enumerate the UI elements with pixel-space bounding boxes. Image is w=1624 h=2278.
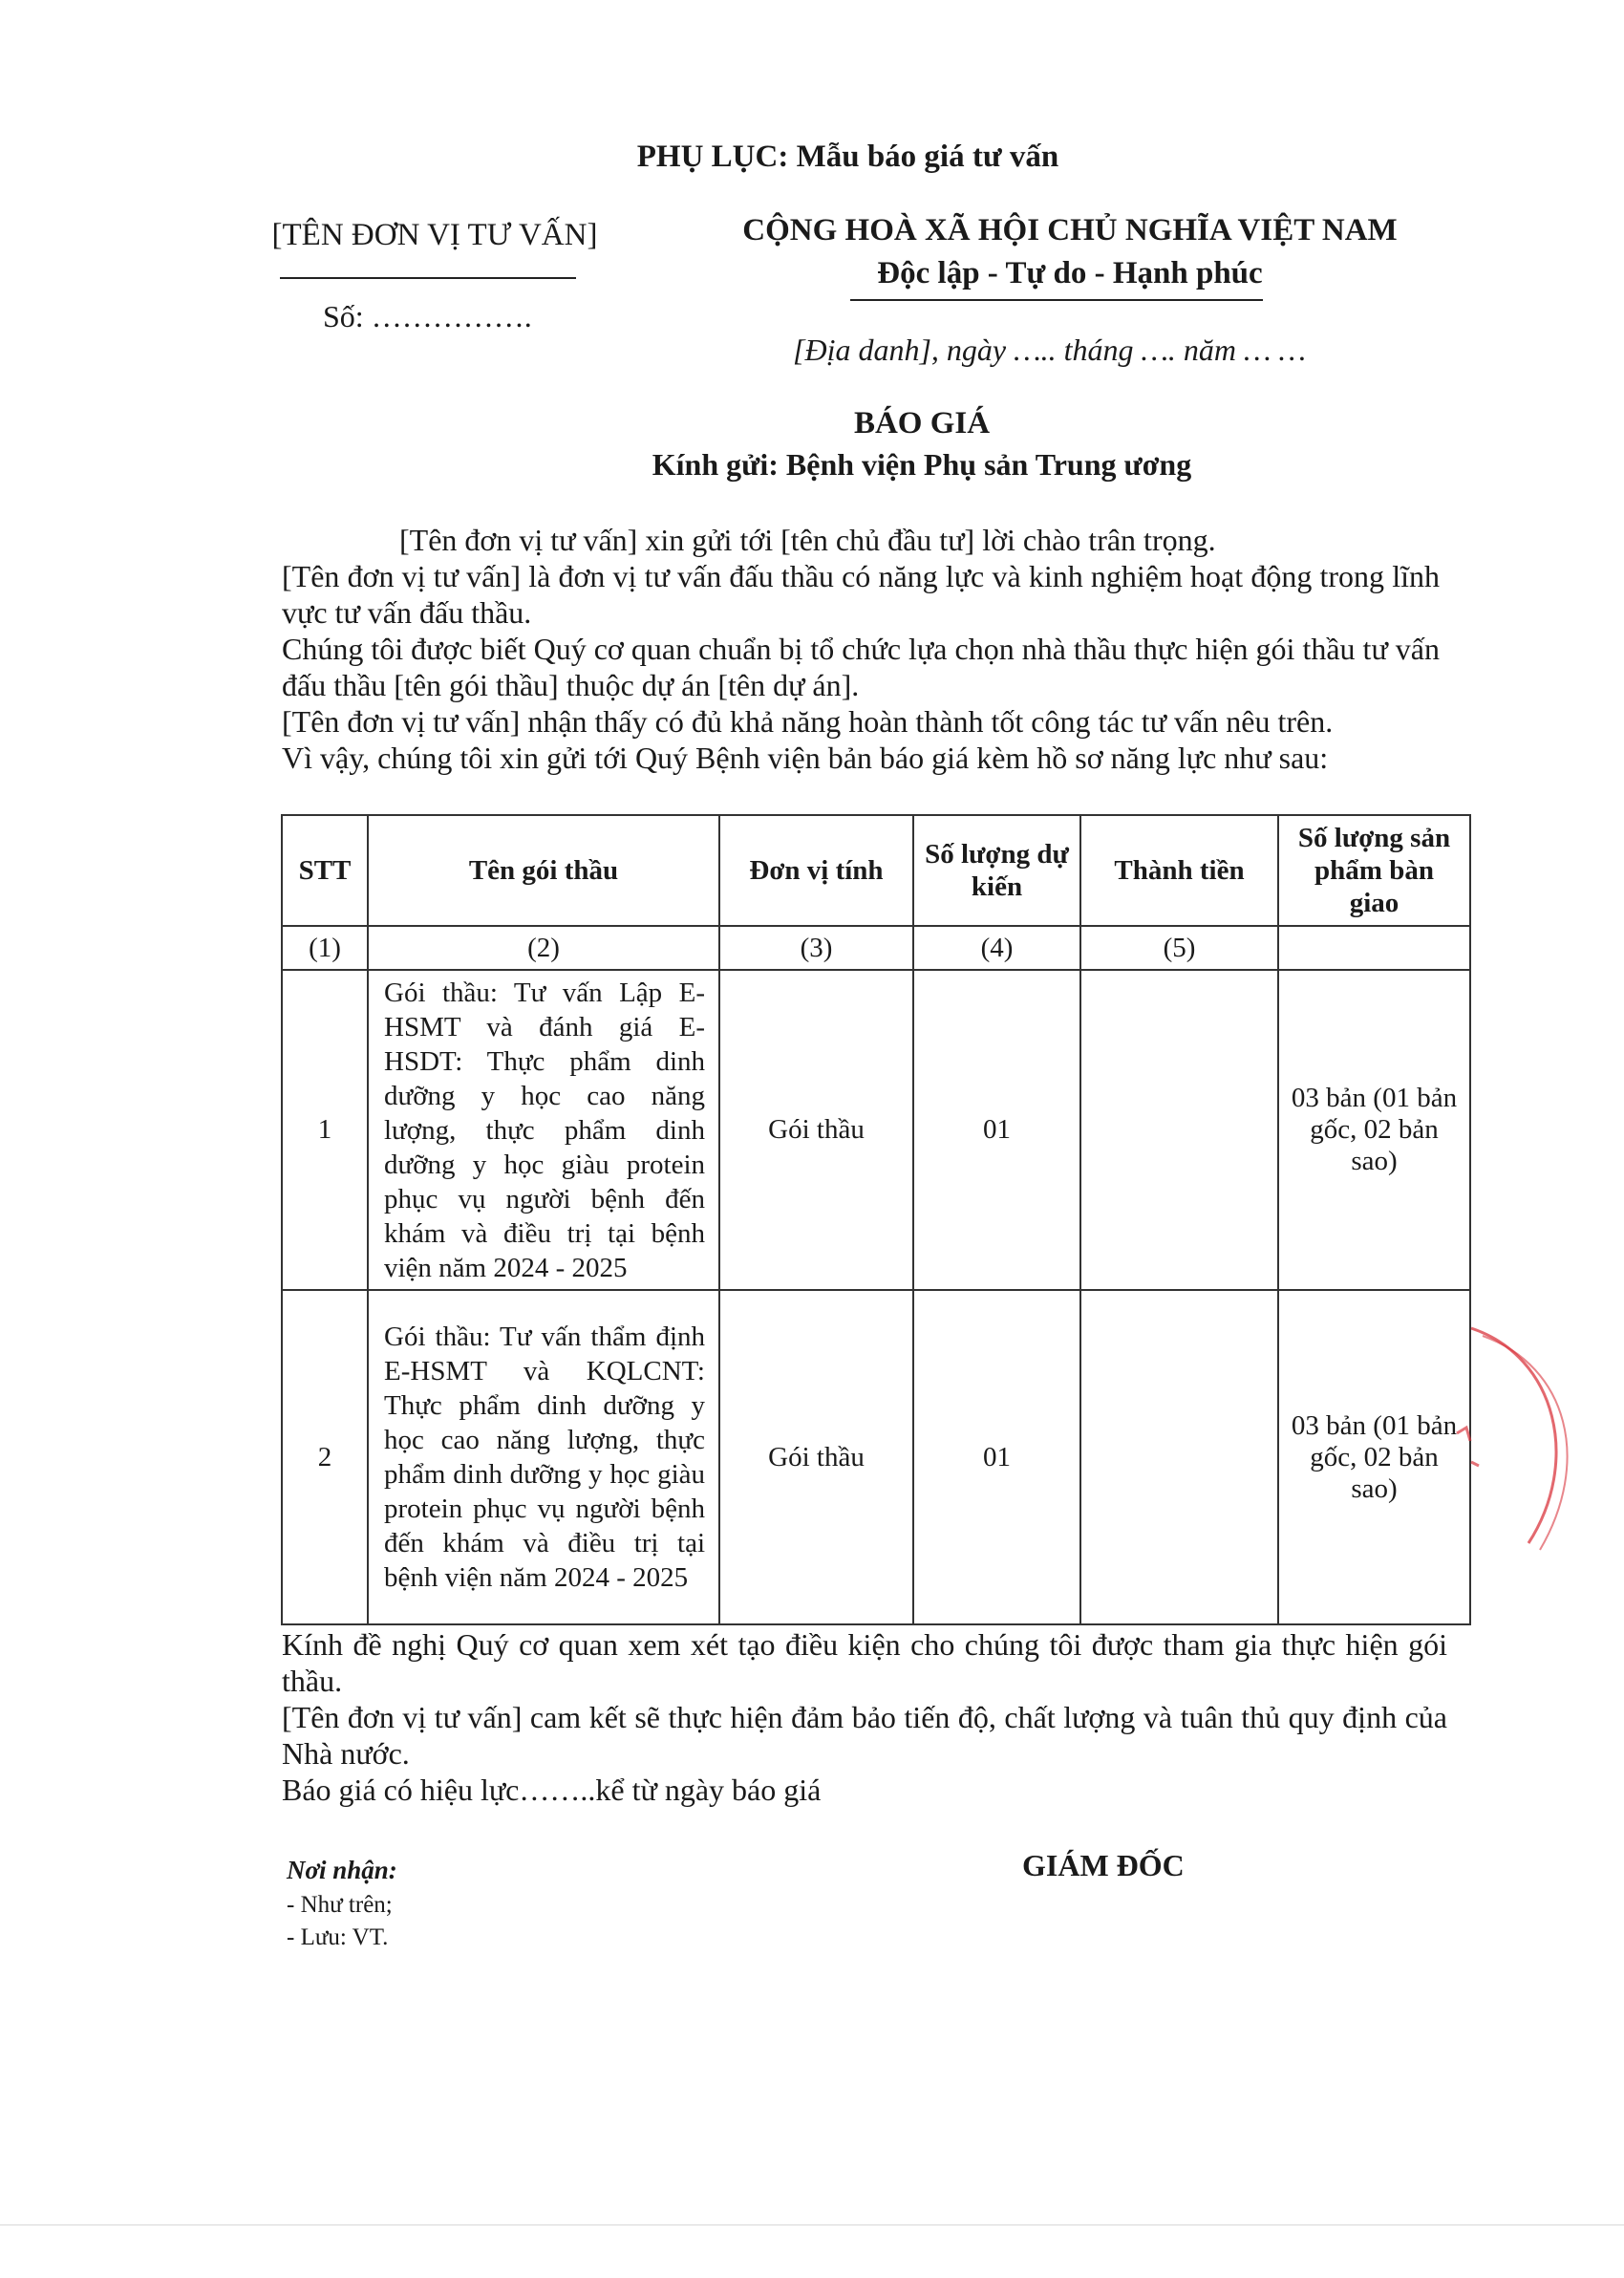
page-bottom-edge bbox=[0, 2224, 1624, 2225]
column-number: (1) bbox=[282, 926, 368, 970]
national-title: CỘNG HOÀ XÃ HỘI CHỦ NGHĨA VIỆT NAM bbox=[742, 213, 1398, 247]
table-row bbox=[282, 1290, 1470, 1624]
column-number: (5) bbox=[1080, 926, 1278, 970]
divider bbox=[850, 299, 1263, 301]
header-cell: Đơn vị tính bbox=[719, 815, 913, 926]
quotation-table bbox=[281, 814, 1471, 1625]
intro-paragraph: [Tên đơn vị tư vấn] là đơn vị tư vấn đấu thầu có năng lực và kinh nghiệm hoạt động trong lĩnh vực tư vấn đấu thầu. bbox=[282, 559, 1440, 630]
row-package-name: Gói thầu: Tư vấn thẩm định E-HSMT và KQLCNT: Thực phẩm dinh dưỡng y học cao năng lượng, thực phẩm dinh dưỡng y học giàu protein phục vụ người bệnh đến khám và điều trị tại bệnh viện năm 2024 - 2025 bbox=[368, 1290, 719, 1624]
column-number: (4) bbox=[913, 926, 1080, 970]
row-amount bbox=[1080, 1290, 1278, 1624]
column-number: (3) bbox=[719, 926, 913, 970]
national-motto: Độc lập - Tự do - Hạnh phúc bbox=[877, 256, 1263, 290]
row-deliverables: 03 bản (01 bản gốc, 02 bản sao) bbox=[1278, 970, 1470, 1290]
row-unit: Gói thầu bbox=[719, 970, 913, 1290]
validity-paragraph: Báo giá có hiệu lực……..kể từ ngày báo giá bbox=[282, 1773, 822, 1807]
row-quantity: 01 bbox=[913, 970, 1080, 1290]
header-cell: Tên gói thầu bbox=[368, 815, 719, 926]
recipients-label: Nơi nhận: bbox=[287, 1856, 397, 1884]
row-deliverables: 03 bản (01 bản gốc, 02 bản sao) bbox=[1278, 1290, 1470, 1624]
request-paragraph: Kính đề nghị Quý cơ quan xem xét tạo điều kiện cho chúng tôi được tham gia thực hiện gói thầu. bbox=[282, 1627, 1447, 1698]
header-cell: Số lượng sản phẩm bàn giao bbox=[1278, 815, 1470, 926]
row-stt: 2 bbox=[282, 1290, 368, 1624]
recipient-item: - Như trên; bbox=[287, 1892, 393, 1918]
row-quantity: 01 bbox=[913, 1290, 1080, 1624]
appendix-title-text: Mẫu báo giá tư vấn bbox=[796, 140, 1059, 174]
appendix-label: PHỤ LỤC: bbox=[636, 140, 789, 174]
recipient-item: - Lưu: VT. bbox=[287, 1924, 389, 1950]
signer-title: GIÁM ĐỐC bbox=[1022, 1848, 1185, 1882]
addressee: Kính gửi: Bệnh viện Phụ sản Trung ương bbox=[652, 447, 1192, 482]
offer-paragraph: Vì vậy, chúng tôi xin gửi tới Quý Bệnh viện bản báo giá kèm hồ sơ năng lực như sau: bbox=[282, 741, 1329, 775]
document-title: BÁO GIÁ bbox=[853, 406, 991, 441]
row-unit: Gói thầu bbox=[719, 1290, 913, 1624]
header-cell: STT bbox=[282, 815, 368, 926]
seal-stamp-fragment bbox=[1414, 1319, 1624, 1567]
header-cell: Thành tiền bbox=[1080, 815, 1278, 926]
table-row bbox=[282, 970, 1470, 1290]
capability-paragraph: [Tên đơn vị tư vấn] nhận thấy có đủ khả năng hoàn thành tốt công tác tư vấn nêu trên. bbox=[282, 704, 1334, 739]
commitment-paragraph: [Tên đơn vị tư vấn] cam kết sẽ thực hiện đảm bảo tiến độ, chất lượng và tuân thủ quy định của Nhà nước. bbox=[282, 1700, 1447, 1771]
divider bbox=[280, 277, 576, 279]
header-cell: Số lượng dự kiến bbox=[913, 815, 1080, 926]
place-and-date: [Địa danh], ngày ….. tháng …. năm … … bbox=[793, 333, 1306, 367]
row-stt: 1 bbox=[282, 970, 368, 1290]
table-header-row bbox=[282, 815, 1470, 926]
appendix-title bbox=[0, 140, 1624, 175]
row-amount bbox=[1080, 970, 1278, 1290]
greeting-paragraph: [Tên đơn vị tư vấn] xin gửi tới [tên chủ đầu tư] lời chào trân trọng. bbox=[399, 523, 1216, 557]
context-paragraph: Chúng tôi được biết Quý cơ quan chuẩn bị tổ chức lựa chọn nhà thầu thực hiện gói thầu tư vấn đấu thầu [tên gói thầu] thuộc dự án [tên dự án]. bbox=[282, 632, 1440, 702]
column-number: (2) bbox=[368, 926, 719, 970]
consulting-unit-name: [TÊN ĐƠN VỊ TƯ VẤN] bbox=[271, 218, 598, 252]
document-number: Số: ……………. bbox=[323, 299, 532, 333]
column-number bbox=[1278, 926, 1470, 970]
column-number-row bbox=[282, 926, 1470, 970]
row-package-name: Gói thầu: Tư vấn Lập E-HSMT và đánh giá E-HSDT: Thực phẩm dinh dưỡng y học cao năng lượng, thực phẩm dinh dưỡng y học giàu protein phục vụ người bệnh đến khám và điều trị tại bệnh viện năm 2024 - 2025 bbox=[368, 970, 719, 1290]
